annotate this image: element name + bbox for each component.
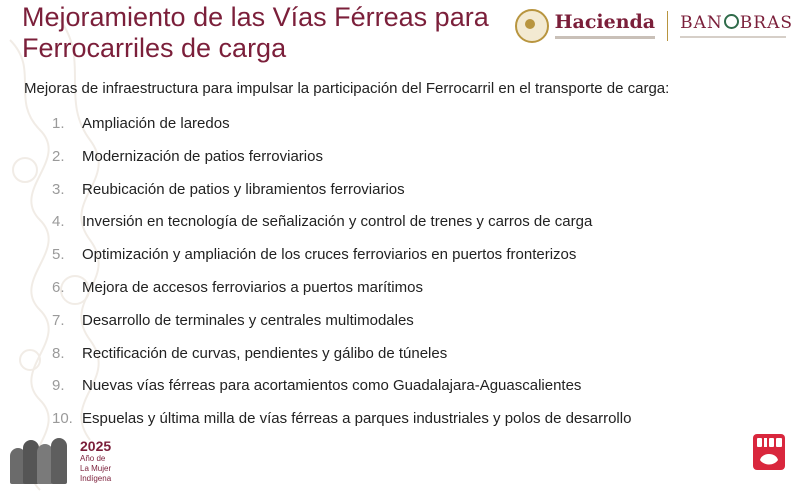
list-item — [52, 376, 631, 409]
list-item — [52, 114, 631, 147]
list-item-text: Optimización y ampliación de los cruces ferroviarios en puertos fronterizos — [82, 246, 577, 264]
list-item — [52, 180, 631, 213]
mexico-seal-icon — [515, 9, 549, 43]
list-item-number: 5. — [52, 246, 65, 264]
list-item-text: Reubicación de patios y libramientos ferroviarios — [82, 180, 405, 198]
banobras-o-icon — [724, 14, 739, 29]
list-item-number: 1. — [52, 115, 65, 132]
list-item-text: Ampliación de laredos — [82, 115, 230, 132]
page-title — [22, 2, 542, 64]
list-item-text: Nuevas vías férreas para acortamientos como Guadalajara-Aguascalientes — [82, 377, 582, 395]
list-item-number: 7. — [52, 311, 65, 329]
header-logos — [515, 8, 793, 44]
year-caption-line-3: Indígena — [80, 474, 112, 483]
intro-text: Mejoras de infraestructura para impulsar la participación del Ferrocarril en el transporte de carga: — [24, 80, 670, 97]
list-item — [52, 409, 631, 442]
list-item-number: 10. — [52, 410, 73, 428]
banobras-logo-subline — [680, 36, 786, 38]
year-caption-line-2: La Mujer — [80, 464, 112, 473]
list-item-text: Modernización de patios ferroviarios — [82, 147, 323, 165]
list-item-text: Desarrollo de terminales y centrales multimodales — [82, 311, 414, 329]
cicm-logo-icon — [752, 432, 786, 472]
logo-divider — [667, 11, 668, 41]
title-line-1: Mejoramiento de las Vías Férreas para — [22, 2, 489, 32]
list-item — [52, 212, 631, 245]
list-item-text: Rectificación de curvas, pendientes y gálibo de túneles — [82, 344, 448, 362]
list-item — [52, 245, 631, 278]
list-item — [52, 278, 631, 311]
list-item-number: 6. — [52, 278, 65, 296]
banobras-logo — [680, 14, 793, 39]
year-caption — [80, 439, 111, 484]
list-item-text: Mejora de accesos ferroviarios a puertos marítimos — [82, 278, 423, 296]
list-item — [52, 344, 631, 377]
banobras-logo-left: BAN — [680, 12, 723, 33]
hacienda-logo — [555, 13, 656, 39]
list-item-number: 3. — [52, 180, 65, 198]
hacienda-logo-text: Hacienda — [554, 11, 656, 33]
list-item-number: 9. — [52, 377, 65, 395]
hacienda-logo-subline — [555, 36, 655, 39]
list-item-number: 8. — [52, 344, 65, 362]
list-item-text: Espuelas y última milla de vías férreas a parques industriales y polos de desarrollo — [82, 410, 632, 428]
list-item — [52, 311, 631, 344]
title-line-2: Ferrocarriles de carga — [22, 33, 287, 63]
list-item-number: 4. — [52, 213, 65, 231]
year-number: 2025 — [80, 438, 112, 454]
list-item-text: Inversión en tecnología de señalización y control de trenes y carros de carga — [82, 213, 593, 231]
year-of-indigenous-woman-logo — [10, 434, 111, 484]
improvements-list — [52, 114, 631, 442]
banobras-logo-right: BRAS — [739, 12, 793, 33]
list-item — [52, 147, 631, 180]
list-item-number: 2. — [52, 147, 65, 165]
women-silhouettes-icon — [10, 434, 68, 484]
year-caption-line-1: Año de — [80, 454, 106, 463]
banobras-logo-text — [680, 14, 793, 33]
